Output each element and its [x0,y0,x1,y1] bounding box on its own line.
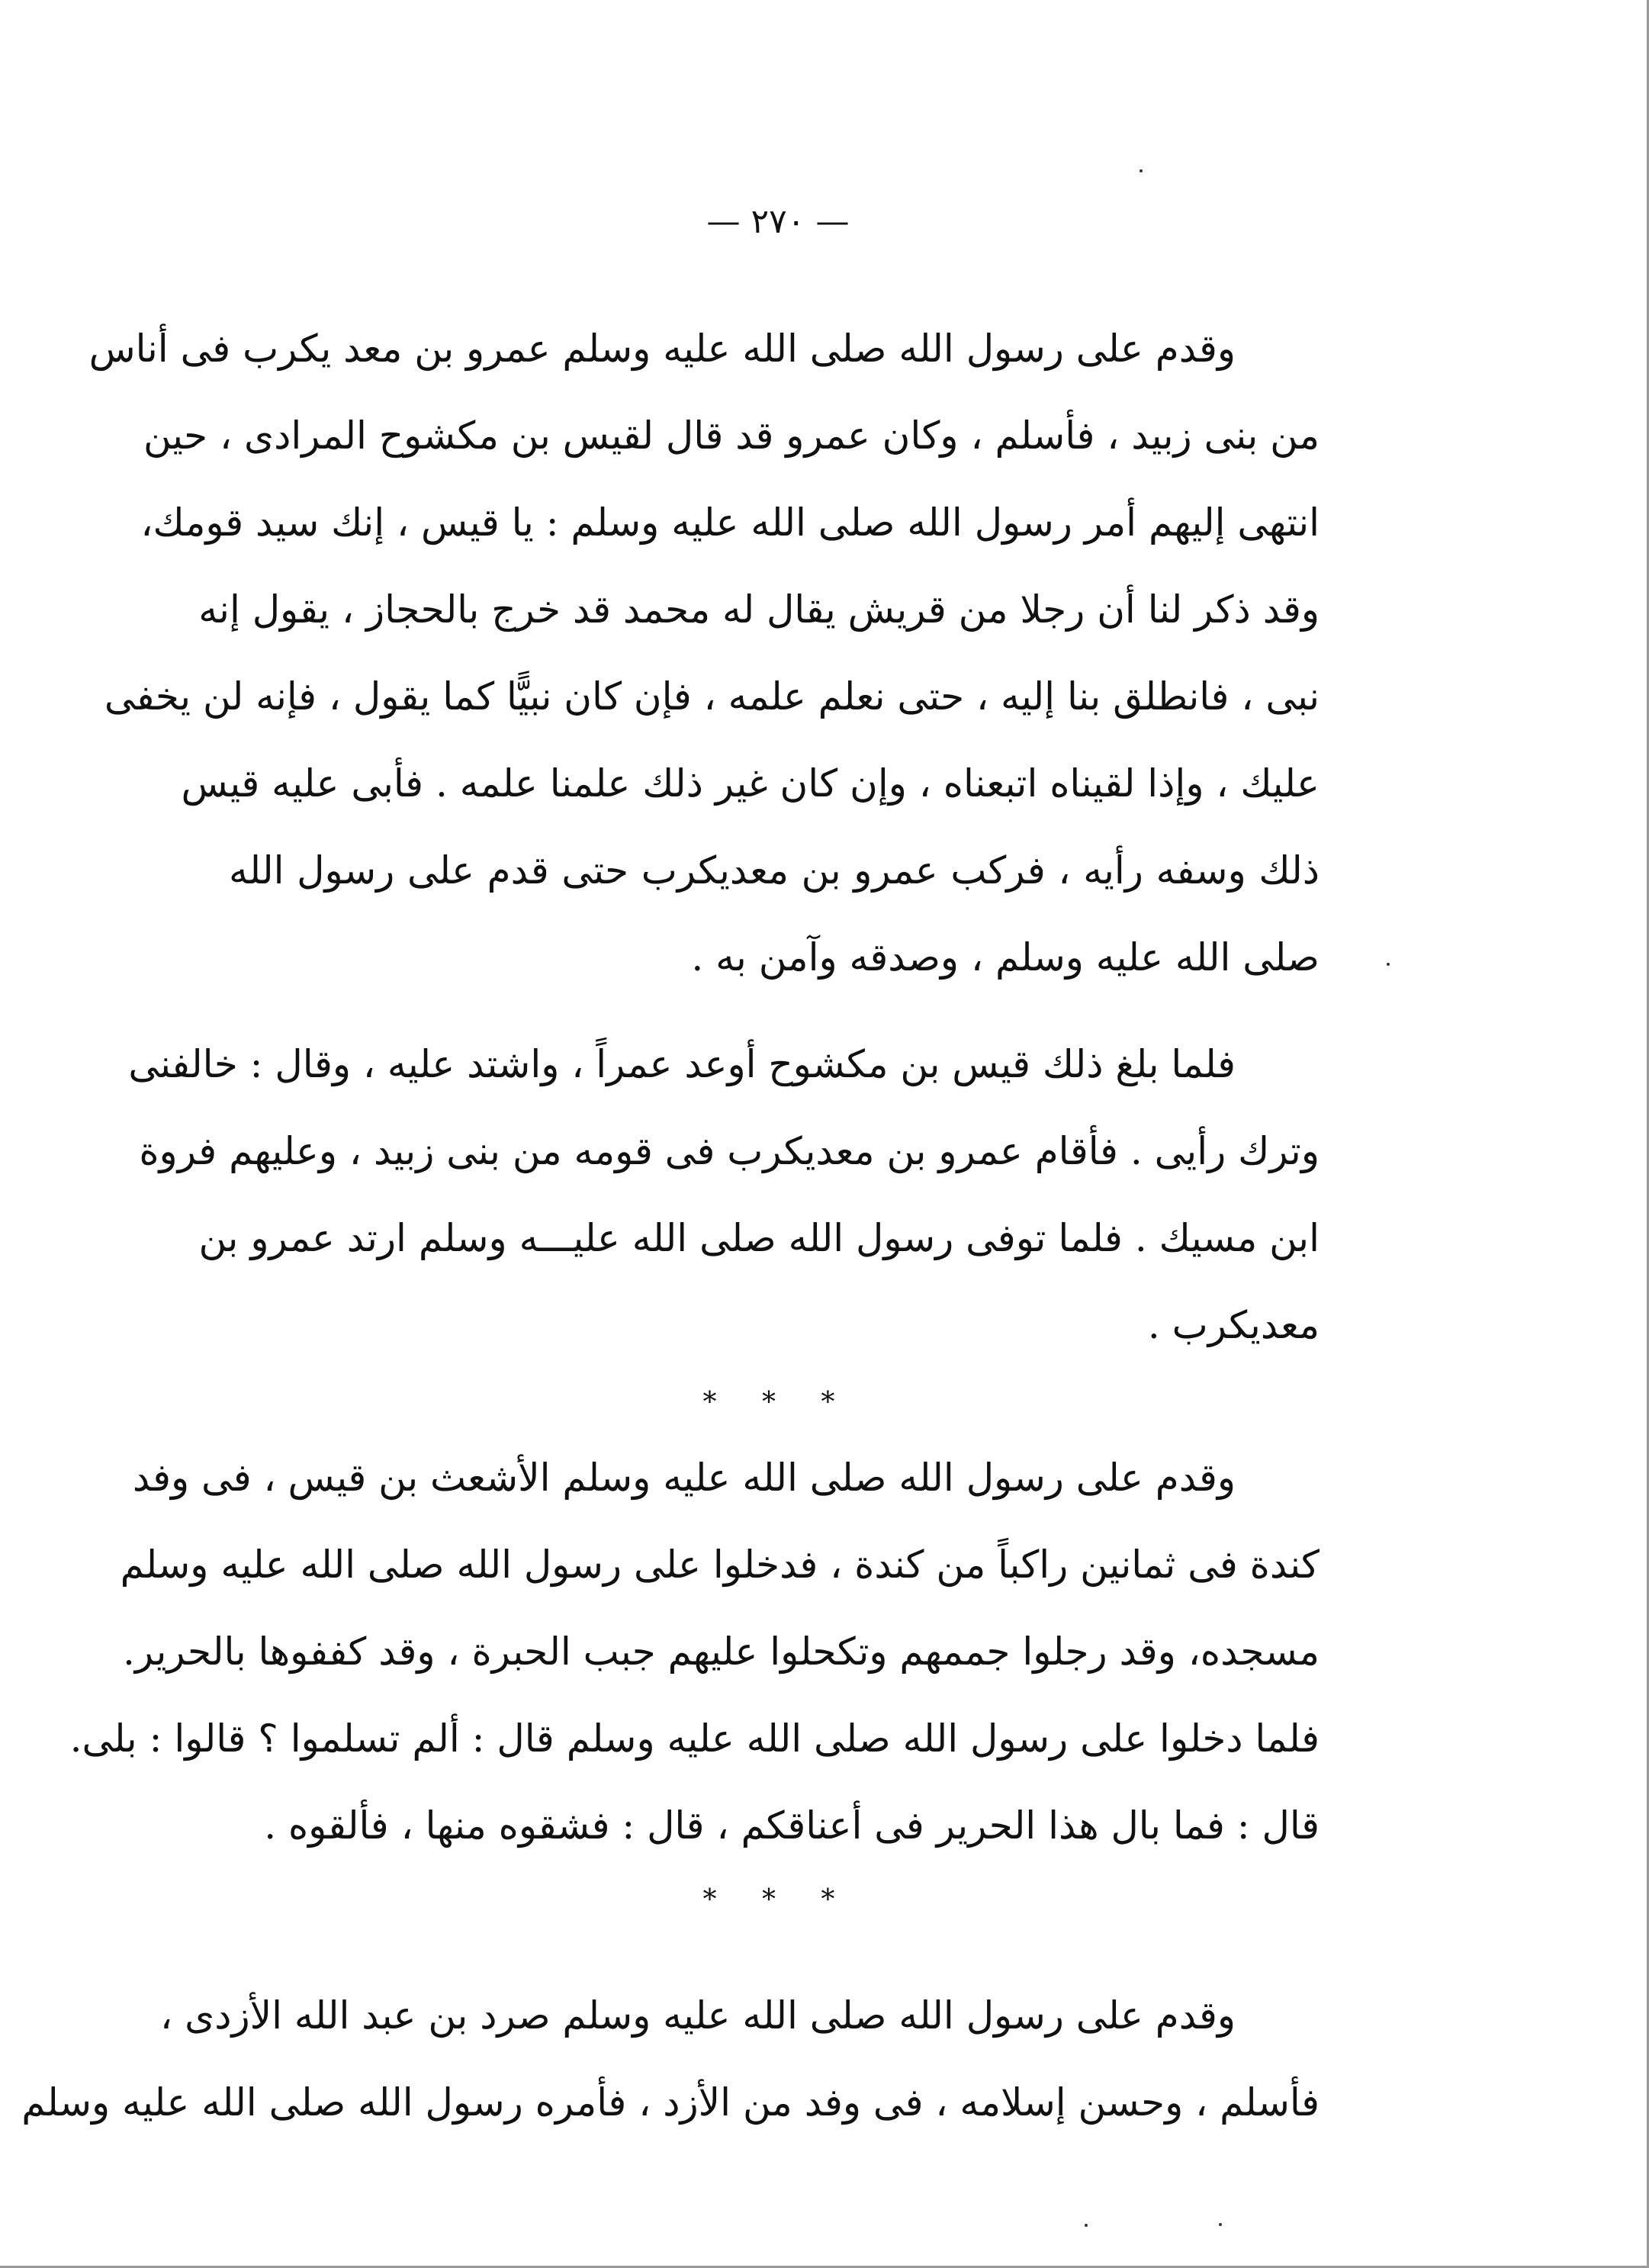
text-line: فأسلم ، وحسن إسلامه ، فى وفد من الأزد ، فأمره رسول الله صلى الله عليه وسلم [21,2080,1320,2125]
paragraph-surad-bin-abdullah [21,1972,1320,2146]
scan-speck [1219,2223,1222,2226]
text-line: من بنى زبيد ، فأسلم ، وكان عمرو قد قال لقيس بن مكشوح المرادى ، حين [143,413,1320,458]
scan-speck [1387,963,1390,966]
scan-speck [1085,2224,1088,2227]
text-line: فلما دخلوا على رسول الله صلى الله عليه وسلم قال : ألم تسلموا ؟ قالوا : بلى. [69,1716,1320,1761]
text-line: نبى ، فانطلق بنا إليه ، حتى نعلم علمه ، فإن كان نبيًّا كما يقول ، فإنه لن يخفى [104,674,1320,719]
text-line: وقدم على رسول الله صلى الله عليه وسلم عمرو بن معد يكرب فى أناس [88,327,1236,371]
text-line: كندة فى ثمانين راكباً من كندة ، فدخلوا على رسول الله صلى الله عليه وسلم [120,1543,1320,1587]
text-line: معديكرب . [1147,1303,1320,1347]
scan-speck [1140,169,1143,172]
text-line: عليك ، وإذا لقيناه اتبعناه ، وإن كان غير ذلك علمنا علمه . فأبى عليه قيس [181,761,1320,806]
paragraph-qays-bin-makshuh [128,1021,1320,1369]
text-line: وقد ذكر لنا أن رجلا من قريش يقال له محمد قد خرج بالحجاز ، يقول إنه [198,587,1320,632]
text-line: انتهى إليهم أمر رسول الله صلى الله عليه وسلم : يا قيس ، إنك سيد قومك، [140,500,1320,545]
text-line: ابن مسيك . فلما توفى رسول الله صلى الله عليـــه وسلم ارتد عمرو بن [198,1216,1320,1260]
text-line: مسجده، وقد رجلوا جممهم وتكحلوا عليهم جبب الحبرة ، وقد كففوها بالحرير. [122,1629,1320,1674]
text-line: وقدم على رسول الله صلى الله عليه وسلم الأشعث بن قيس ، فى وفد [132,1456,1236,1500]
text-line: وقدم على رسول الله صلى الله عليه وسلم صرد بن عبد الله الأزدى ، [160,1993,1236,2038]
page-number: — ٢٧٠ — [706,202,850,241]
paragraph-amr-bin-madikarib [88,305,1320,1001]
text-line: صلى الله عليه وسلم ، وصدقه وآمن به . [691,935,1320,980]
text-line: ذلك وسفه رأيه ، فركب عمرو بن معديكرب حتى قدم على رسول الله [229,848,1320,893]
paragraph-ashath-bin-qays [69,1434,1320,1869]
text-line: قال : فما بال هذا الحرير فى أعناقكم ، قال : فشقوه منها ، فألقوه . [264,1803,1320,1848]
text-line: وترك رأيى . فأقام عمرو بن معديكرب فى قومه من بنى زبيد ، وعليهم فروة [139,1129,1320,1173]
section-separator: * * * [702,1884,853,1916]
text-line: فلما بلغ ذلك قيس بن مكشوح أوعد عمراً ، واشتد عليه ، وقال : خالفنى [128,1042,1236,1086]
section-separator: * * * [702,1387,853,1418]
